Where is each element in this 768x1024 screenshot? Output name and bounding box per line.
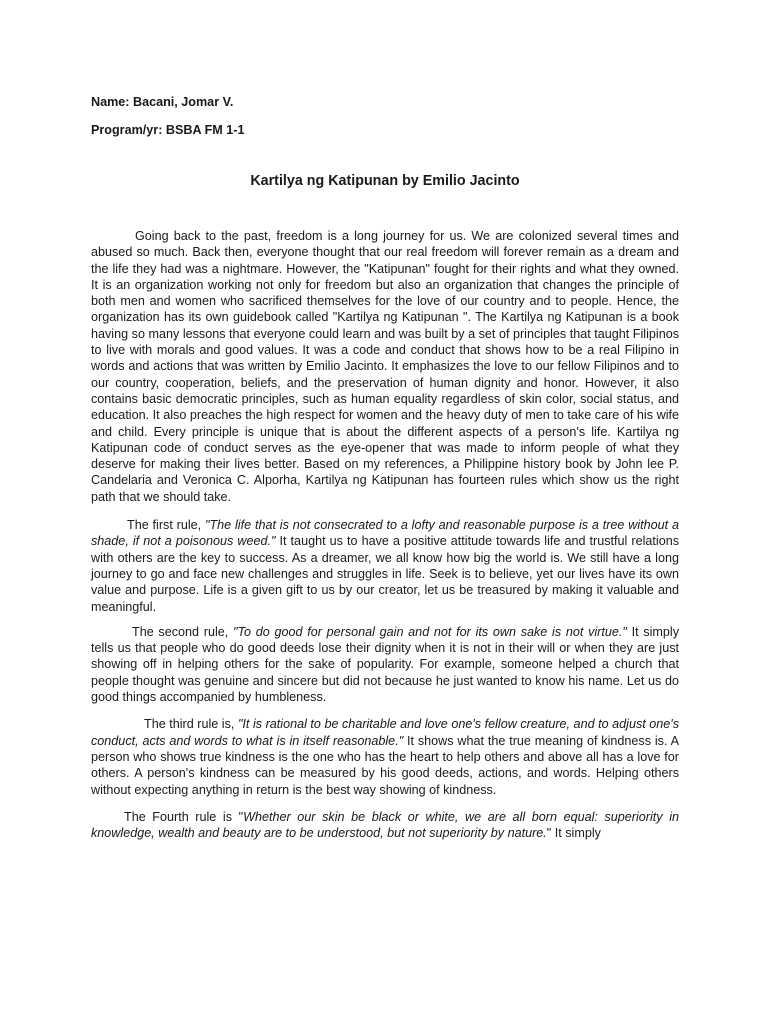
- paragraph-text: " It simply: [546, 826, 601, 841]
- paragraph-text: It shows what the true meaning of kindness is. A person who shows true kindness is the one who has the heart to help others and above all has a love for others. A person's kindness can be measured by his good deeds, actions, and words. Helping others without expecting anything in return is the best way showing of kindness.: [91, 733, 680, 797]
- rule-quote: Whether our skin be black or white, we are all born equal: superiority in knowledge, wealth and beauty are to be understood, but not superiority by nature.: [91, 809, 679, 841]
- program-year: Program/yr: BSBA FM 1-1: [91, 123, 245, 137]
- paragraph-lead: The Fourth rule is ": [124, 809, 244, 824]
- rule-quote: "To do good for personal gain and not for its own sake is not virtue.": [232, 624, 627, 639]
- paragraph-text: It simply tells us that people who do good deeds lose their dignity when it is not in their will or when they are just showing off in helping others for the sake of popularity. For example, someone helped a church that people thought was genuine and sincere but did not because he just wanted to know his name. Let us do good things accompanied by humbleness.: [91, 624, 679, 705]
- document-title: Kartilya ng Katipunan by Emilio Jacinto: [250, 173, 520, 189]
- paragraph-first-rule: [91, 517, 679, 615]
- rule-quote: "It is rational to be charitable and love one's fellow creature, and to adjust one's conduct, acts and words to what is in itself reasonable.": [91, 717, 680, 748]
- paragraph-second-rule: [91, 624, 679, 705]
- paragraph-intro: [91, 228, 679, 505]
- paragraph-lead: The third rule is,: [144, 717, 238, 732]
- essay-body: [91, 228, 679, 841]
- paragraph-lead: The first rule,: [127, 518, 205, 533]
- rule-quote: "The life that is not consecrated to a lofty and reasonable purpose is a tree without a shade, if not a poisonous weed.": [91, 518, 680, 549]
- paragraph-lead: The second rule,: [132, 624, 233, 639]
- paragraph-third-rule: [91, 716, 679, 797]
- paragraph-fourth-rule: [91, 809, 679, 842]
- student-name: Name: Bacani, Jomar V.: [91, 95, 234, 109]
- paragraph-text: It taught us to have a positive attitude towards life and trustful relations with others are the key to success. As a dreamer, we all know how big the world is. We still have a long journey to go and face new challenges and struggles in life. Seek is to believe, yet our lives have its own value and purpose. Life is a given gift to us by our creator, let us be treasured by making it valuable and meaningful.: [91, 534, 680, 614]
- paragraph-text: Going back to the past, freedom is a long journey for us. We are colonized several times and abused so much. Back then, everyone thought that our real freedom will forever remain as a dream and the life they had was a nightmare. However, the "Katipunan" fought for their rights and what they owned. It is an organization working not only for freedom but also an organization that changes the principle of both men and women who sacrificed themselves for the love of our country and to people. Hence, the organization has its own guidebook called "Kartilya ng Katipunan ". The Kartilya ng Katipunan is a book having so many lessons that everyone could learn and was built by a set of principles that taught Filipinos to live with morals and good values. It was a code and conduct that shows how to be a real Filipino in words and actions that was written by Emilio Jacinto. It emphasizes the love to our fellow Filipinos and to our country, cooperation, beliefs, and the preservation of human dignity and honor. However, it also contains basic democratic principles, such as human equality regardless of skin color, social status, and education. It also preaches the high respect for women and the heavy duty of men to take care of his wife and child. Every principle is unique that is about the different aspects of a person's life. Kartilya ng Katipunan code of conduct serves as the eye-opener that was made to inform people of what they deserve for making their lives better. Based on my references, a Philippine history book by John lee P. Candelaria and Veronica C. Alporha, Kartilya ng Katipunan has fourteen rules which show us the right path that we should take.: [91, 229, 679, 504]
